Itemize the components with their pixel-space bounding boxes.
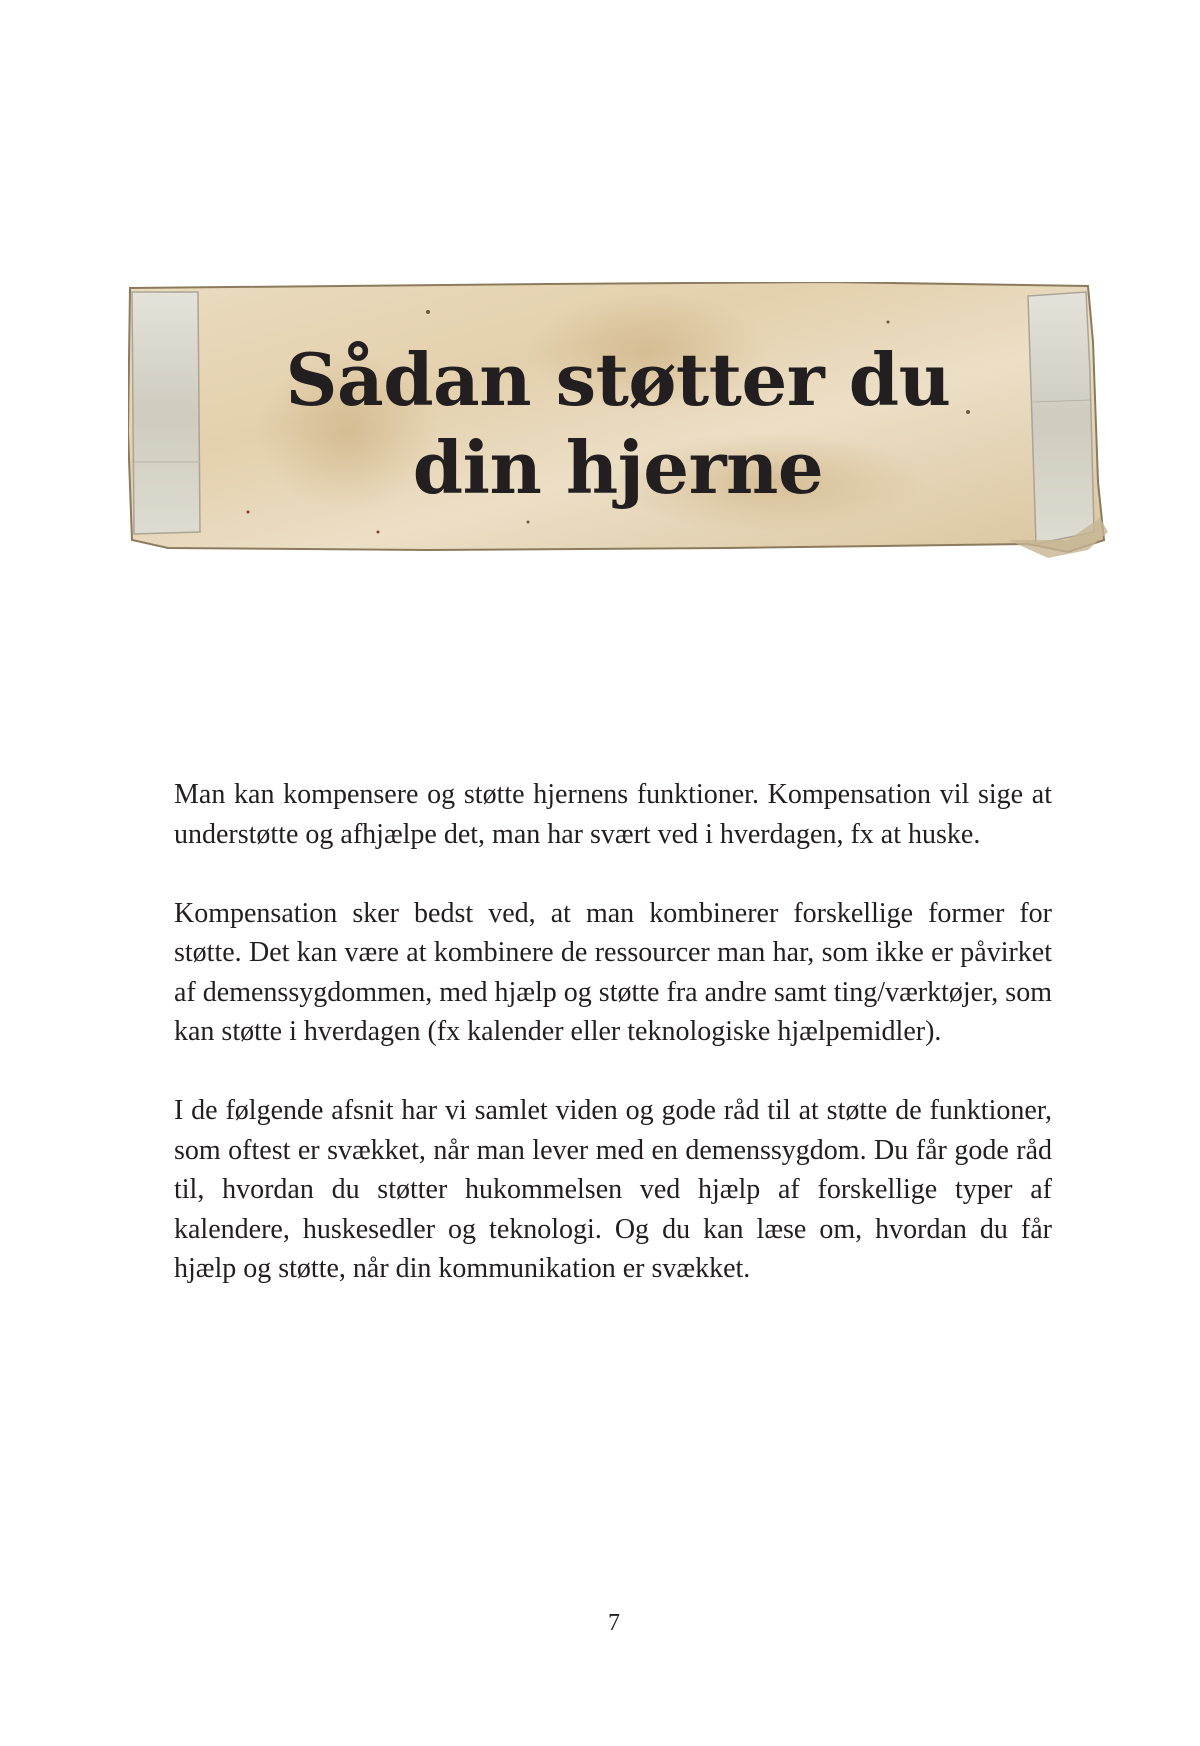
title-banner xyxy=(128,282,1108,574)
page-title-line-1: Sådan støtter du xyxy=(285,337,951,422)
paragraph-3: I de følgende afsnit har vi samlet viden og gode råd til at støtte de funktioner, som oftest er svækket, når man lever med en demenssygdom. Du får gode råd til, hvordan du støtter hukommelsen ved hjælp af forskellige typer af kalendere, huskesedler og teknologi. Og du kan læse om, hvordan du får hjælp og støtte, når din kommunikation er svækket. xyxy=(174,1095,1052,1284)
paragraph-1: Man kan kompensere og støtte hjernens funktioner. Kompensation vil sige at understøtte og afhjælpe det, man har svært ved i hverdagen, fx at huske. xyxy=(174,779,1052,850)
page-title-line-2: din hjerne xyxy=(412,425,824,510)
page-title xyxy=(128,336,1108,512)
body-text xyxy=(174,775,1052,1328)
page-number: 7 xyxy=(608,1610,620,1636)
paragraph-2: Kompensation sker bedst ved, at man kombinerer forskellige former for støtte. Det kan være at kombinere de ressourcer man har, som ikke er påvirket af demenssygdommen, med hjælp og støtte fra andre samt ting/værktøjer, som kan støtte i hverdagen (fx kalender eller teknologiske hjælpemidler). xyxy=(174,897,1052,1047)
